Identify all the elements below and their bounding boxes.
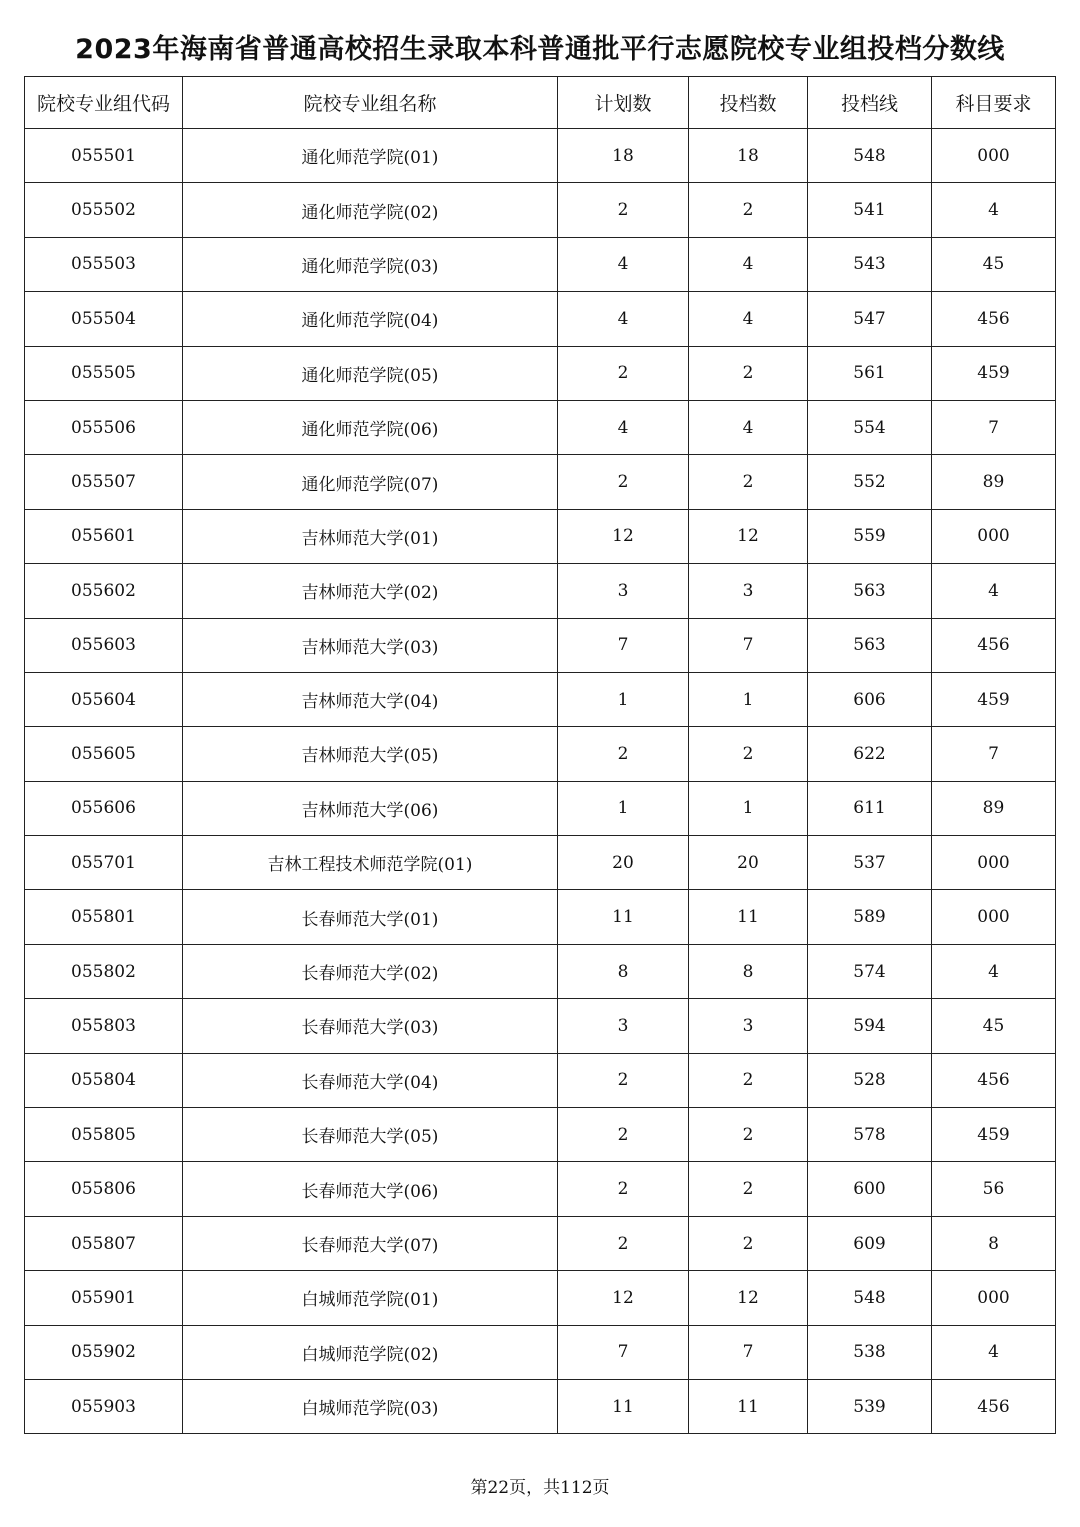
table-row xyxy=(25,237,1056,291)
document-title: 2023年海南省普通高校招生录取本科普通批平行志愿院校专业组投档分数线 xyxy=(75,34,1005,65)
cell-group-code: 055501 xyxy=(25,129,183,183)
cell-group-code: 055803 xyxy=(25,999,183,1053)
cell-cutoff-score: 537 xyxy=(808,836,932,890)
cell-cutoff-score: 594 xyxy=(808,999,932,1053)
table-row xyxy=(25,618,1056,672)
cell-cutoff-score: 548 xyxy=(808,129,932,183)
cell-filed-count: 2 xyxy=(689,1216,808,1270)
cell-group-code: 055807 xyxy=(25,1216,183,1270)
table-row xyxy=(25,1325,1056,1379)
header-subject-requirement: 科目要求 xyxy=(932,77,1056,129)
cell-cutoff-score: 552 xyxy=(808,455,932,509)
cell-group-name: 长春师范大学(05) xyxy=(183,1108,558,1162)
cell-group-code: 055802 xyxy=(25,944,183,998)
cell-plan-count: 20 xyxy=(558,836,689,890)
cell-subject-requirement: 7 xyxy=(932,400,1056,454)
cell-group-name: 吉林师范大学(06) xyxy=(183,781,558,835)
cell-group-name: 吉林师范大学(03) xyxy=(183,618,558,672)
cell-cutoff-score: 561 xyxy=(808,346,932,400)
cell-filed-count: 2 xyxy=(689,727,808,781)
cell-group-code: 055603 xyxy=(25,618,183,672)
cell-plan-count: 12 xyxy=(558,1271,689,1325)
cell-filed-count: 11 xyxy=(689,890,808,944)
cell-cutoff-score: 538 xyxy=(808,1325,932,1379)
cell-plan-count: 1 xyxy=(558,672,689,726)
cell-subject-requirement: 000 xyxy=(932,509,1056,563)
cell-filed-count: 7 xyxy=(689,1325,808,1379)
cell-group-name: 通化师范学院(07) xyxy=(183,455,558,509)
cell-plan-count: 4 xyxy=(558,237,689,291)
cell-group-code: 055507 xyxy=(25,455,183,509)
table-row xyxy=(25,836,1056,890)
cell-group-code: 055504 xyxy=(25,292,183,346)
table-row xyxy=(25,1271,1056,1325)
cell-plan-count: 2 xyxy=(558,1162,689,1216)
cell-subject-requirement: 56 xyxy=(932,1162,1056,1216)
cell-group-code: 055604 xyxy=(25,672,183,726)
cell-subject-requirement: 456 xyxy=(932,1053,1056,1107)
cell-cutoff-score: 578 xyxy=(808,1108,932,1162)
cell-plan-count: 3 xyxy=(558,564,689,618)
cell-plan-count: 12 xyxy=(558,509,689,563)
header-filed-count: 投档数 xyxy=(689,77,808,129)
table-row xyxy=(25,1379,1056,1433)
cell-plan-count: 2 xyxy=(558,1053,689,1107)
cell-cutoff-score: 606 xyxy=(808,672,932,726)
cell-group-code: 055605 xyxy=(25,727,183,781)
cell-subject-requirement: 8 xyxy=(932,1216,1056,1270)
cell-filed-count: 1 xyxy=(689,672,808,726)
cell-subject-requirement: 000 xyxy=(932,836,1056,890)
cell-cutoff-score: 574 xyxy=(808,944,932,998)
cell-filed-count: 1 xyxy=(689,781,808,835)
table-row xyxy=(25,1108,1056,1162)
table-row xyxy=(25,999,1056,1053)
cell-subject-requirement: 89 xyxy=(932,781,1056,835)
cell-group-name: 通化师范学院(06) xyxy=(183,400,558,454)
cell-group-name: 白城师范学院(02) xyxy=(183,1325,558,1379)
cell-group-code: 055503 xyxy=(25,237,183,291)
table-row xyxy=(25,346,1056,400)
table-row xyxy=(25,183,1056,237)
table-row xyxy=(25,129,1056,183)
table-row xyxy=(25,672,1056,726)
cell-plan-count: 2 xyxy=(558,727,689,781)
page-number: 第22页，共112页 xyxy=(470,1478,610,1498)
cell-plan-count: 2 xyxy=(558,346,689,400)
cell-cutoff-score: 611 xyxy=(808,781,932,835)
cell-group-name: 通化师范学院(05) xyxy=(183,346,558,400)
table-row xyxy=(25,455,1056,509)
cell-filed-count: 4 xyxy=(689,400,808,454)
table-row xyxy=(25,509,1056,563)
cell-plan-count: 2 xyxy=(558,1108,689,1162)
cell-group-code: 055602 xyxy=(25,564,183,618)
cell-cutoff-score: 563 xyxy=(808,618,932,672)
cell-subject-requirement: 456 xyxy=(932,618,1056,672)
cell-filed-count: 2 xyxy=(689,455,808,509)
cell-group-name: 吉林师范大学(01) xyxy=(183,509,558,563)
cell-group-name: 白城师范学院(01) xyxy=(183,1271,558,1325)
cell-group-name: 吉林工程技术师范学院(01) xyxy=(183,836,558,890)
cell-group-name: 长春师范大学(03) xyxy=(183,999,558,1053)
cell-group-code: 055901 xyxy=(25,1271,183,1325)
cell-plan-count: 2 xyxy=(558,183,689,237)
cell-plan-count: 11 xyxy=(558,890,689,944)
cell-plan-count: 1 xyxy=(558,781,689,835)
cell-group-code: 055601 xyxy=(25,509,183,563)
cell-filed-count: 18 xyxy=(689,129,808,183)
cell-subject-requirement: 45 xyxy=(932,999,1056,1053)
cell-group-name: 长春师范大学(02) xyxy=(183,944,558,998)
cell-subject-requirement: 4 xyxy=(932,183,1056,237)
cell-cutoff-score: 543 xyxy=(808,237,932,291)
cell-subject-requirement: 89 xyxy=(932,455,1056,509)
cell-plan-count: 2 xyxy=(558,455,689,509)
cell-group-name: 吉林师范大学(02) xyxy=(183,564,558,618)
cell-subject-requirement: 459 xyxy=(932,346,1056,400)
cell-group-code: 055506 xyxy=(25,400,183,454)
cell-subject-requirement: 456 xyxy=(932,1379,1056,1433)
cell-group-name: 长春师范大学(04) xyxy=(183,1053,558,1107)
cell-group-name: 长春师范大学(01) xyxy=(183,890,558,944)
cell-subject-requirement: 4 xyxy=(932,1325,1056,1379)
cell-cutoff-score: 554 xyxy=(808,400,932,454)
header-group-name: 院校专业组名称 xyxy=(183,77,558,129)
table-body xyxy=(25,129,1056,1434)
cell-subject-requirement: 456 xyxy=(932,292,1056,346)
table-header-row xyxy=(25,77,1056,129)
cell-plan-count: 2 xyxy=(558,1216,689,1270)
cell-filed-count: 2 xyxy=(689,183,808,237)
table-row xyxy=(25,292,1056,346)
cell-group-name: 通化师范学院(02) xyxy=(183,183,558,237)
cell-subject-requirement: 000 xyxy=(932,890,1056,944)
header-plan-count: 计划数 xyxy=(558,77,689,129)
cell-filed-count: 2 xyxy=(689,1053,808,1107)
table-row xyxy=(25,727,1056,781)
cell-plan-count: 4 xyxy=(558,292,689,346)
cell-group-code: 055701 xyxy=(25,836,183,890)
cell-group-code: 055903 xyxy=(25,1379,183,1433)
cell-filed-count: 3 xyxy=(689,564,808,618)
cell-subject-requirement: 45 xyxy=(932,237,1056,291)
cell-filed-count: 2 xyxy=(689,1162,808,1216)
cell-filed-count: 8 xyxy=(689,944,808,998)
cell-subject-requirement: 459 xyxy=(932,672,1056,726)
cell-subject-requirement: 4 xyxy=(932,944,1056,998)
cell-group-code: 055505 xyxy=(25,346,183,400)
cell-plan-count: 18 xyxy=(558,129,689,183)
cell-filed-count: 4 xyxy=(689,292,808,346)
cutoff-score-table xyxy=(24,76,1056,1434)
cell-subject-requirement: 4 xyxy=(932,564,1056,618)
cell-plan-count: 3 xyxy=(558,999,689,1053)
cell-group-code: 055806 xyxy=(25,1162,183,1216)
cell-cutoff-score: 539 xyxy=(808,1379,932,1433)
cell-cutoff-score: 541 xyxy=(808,183,932,237)
cell-group-code: 055801 xyxy=(25,890,183,944)
table-row xyxy=(25,890,1056,944)
cell-cutoff-score: 622 xyxy=(808,727,932,781)
cell-plan-count: 8 xyxy=(558,944,689,998)
cell-filed-count: 7 xyxy=(689,618,808,672)
cell-group-code: 055804 xyxy=(25,1053,183,1107)
cell-cutoff-score: 528 xyxy=(808,1053,932,1107)
table-row xyxy=(25,944,1056,998)
cell-filed-count: 3 xyxy=(689,999,808,1053)
table-row xyxy=(25,564,1056,618)
cell-plan-count: 7 xyxy=(558,618,689,672)
cell-cutoff-score: 548 xyxy=(808,1271,932,1325)
header-cutoff-score: 投档线 xyxy=(808,77,932,129)
cell-group-code: 055805 xyxy=(25,1108,183,1162)
cell-cutoff-score: 559 xyxy=(808,509,932,563)
cell-plan-count: 7 xyxy=(558,1325,689,1379)
cell-plan-count: 11 xyxy=(558,1379,689,1433)
cell-filed-count: 12 xyxy=(689,1271,808,1325)
table-row xyxy=(25,400,1056,454)
table-row xyxy=(25,1053,1056,1107)
cell-group-name: 长春师范大学(07) xyxy=(183,1216,558,1270)
cell-cutoff-score: 547 xyxy=(808,292,932,346)
cell-filed-count: 2 xyxy=(689,346,808,400)
cell-group-name: 吉林师范大学(04) xyxy=(183,672,558,726)
cell-group-name: 通化师范学院(01) xyxy=(183,129,558,183)
cell-group-name: 通化师范学院(03) xyxy=(183,237,558,291)
cell-group-code: 055606 xyxy=(25,781,183,835)
cell-group-name: 长春师范大学(06) xyxy=(183,1162,558,1216)
cell-group-code: 055502 xyxy=(25,183,183,237)
cell-group-name: 白城师范学院(03) xyxy=(183,1379,558,1433)
cell-filed-count: 2 xyxy=(689,1108,808,1162)
cell-cutoff-score: 563 xyxy=(808,564,932,618)
cell-filed-count: 12 xyxy=(689,509,808,563)
cell-subject-requirement: 000 xyxy=(932,1271,1056,1325)
table-row xyxy=(25,1216,1056,1270)
cell-filed-count: 11 xyxy=(689,1379,808,1433)
table-row xyxy=(25,1162,1056,1216)
table-row xyxy=(25,781,1056,835)
cell-subject-requirement: 459 xyxy=(932,1108,1056,1162)
cell-subject-requirement: 000 xyxy=(932,129,1056,183)
cell-filed-count: 4 xyxy=(689,237,808,291)
cell-subject-requirement: 7 xyxy=(932,727,1056,781)
cell-cutoff-score: 600 xyxy=(808,1162,932,1216)
cell-cutoff-score: 609 xyxy=(808,1216,932,1270)
header-group-code: 院校专业组代码 xyxy=(25,77,183,129)
cell-filed-count: 20 xyxy=(689,836,808,890)
cell-plan-count: 4 xyxy=(558,400,689,454)
cell-group-name: 吉林师范大学(05) xyxy=(183,727,558,781)
cell-cutoff-score: 589 xyxy=(808,890,932,944)
cell-group-code: 055902 xyxy=(25,1325,183,1379)
cell-group-name: 通化师范学院(04) xyxy=(183,292,558,346)
